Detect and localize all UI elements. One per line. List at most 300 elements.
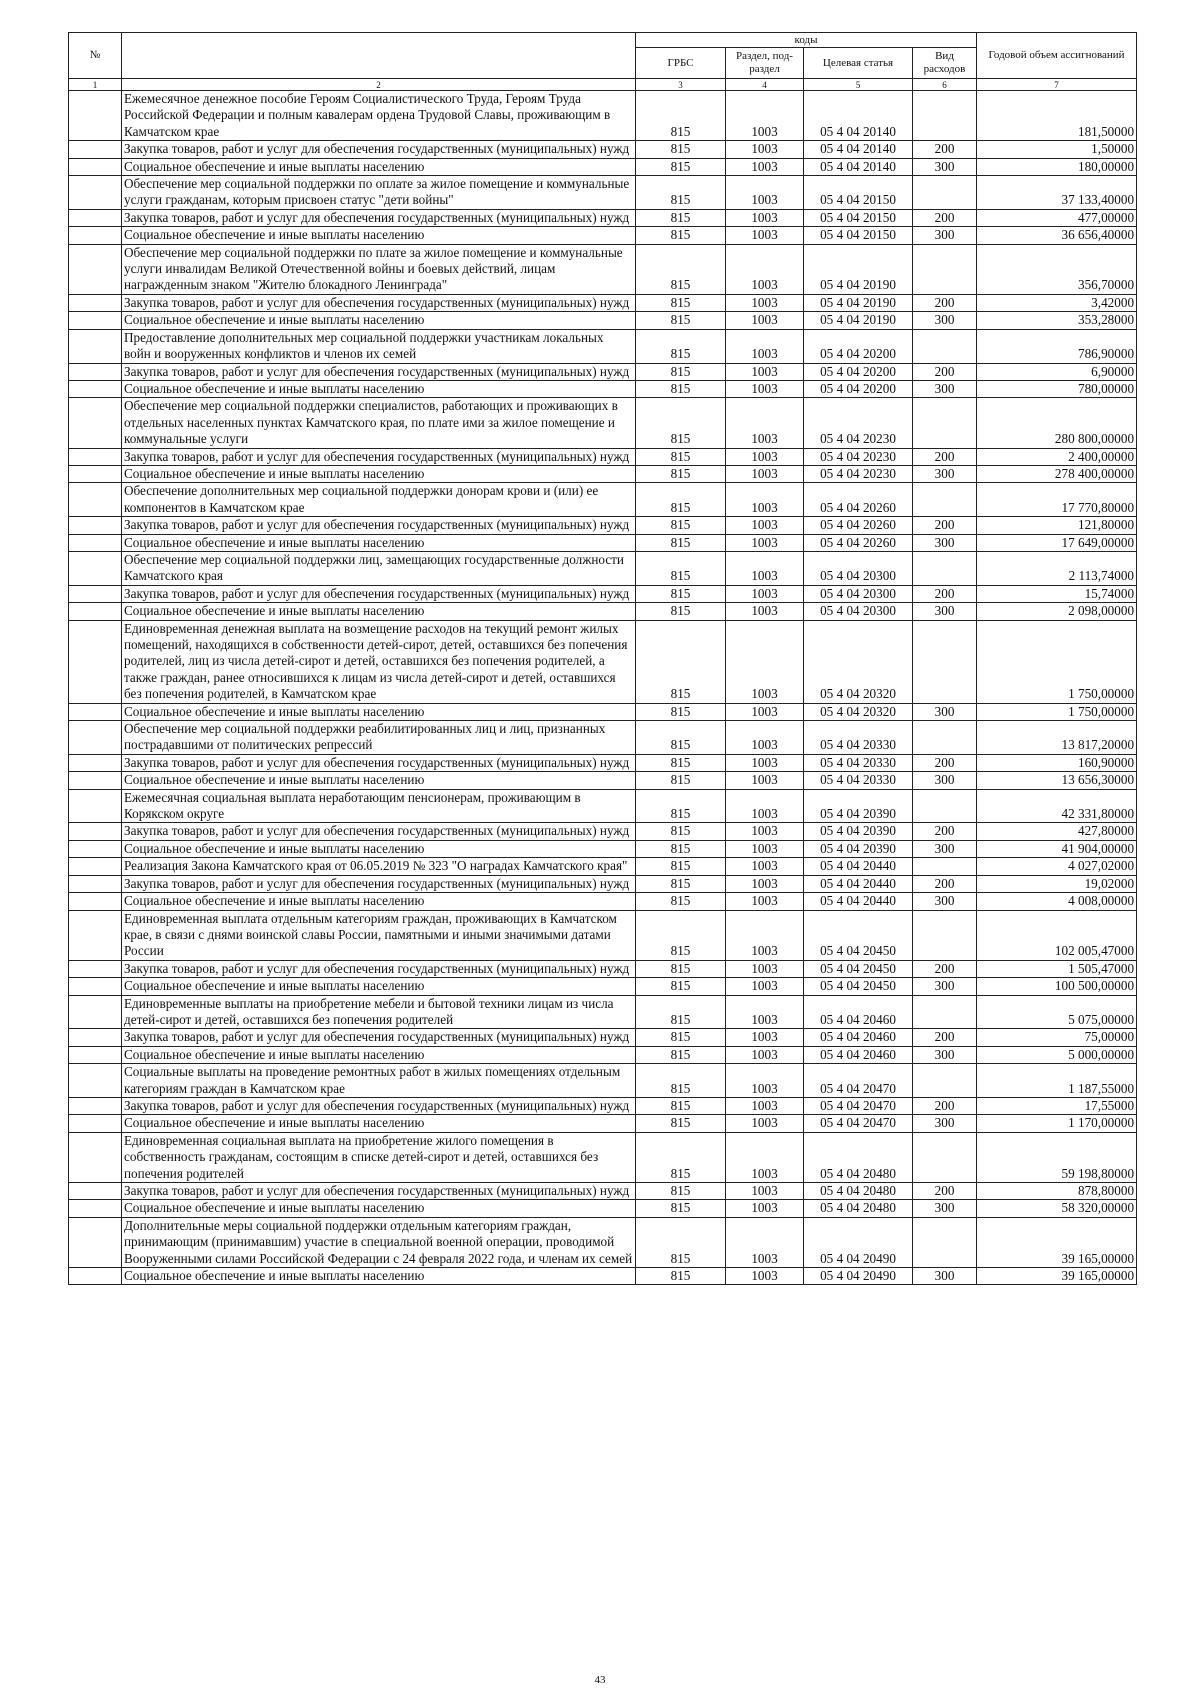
cell-razdel: 1003	[726, 840, 804, 857]
cell-name: Закупка товаров, работ и услуг для обеспечения государственных (муниципальных) нужд	[122, 1183, 636, 1200]
cell-grbs: 815	[636, 91, 726, 141]
cell-razdel: 1003	[726, 517, 804, 534]
table-row	[69, 910, 1137, 960]
cell-num	[69, 227, 122, 244]
cell-num	[69, 534, 122, 551]
table-row	[69, 1217, 1137, 1267]
cell-razdel: 1003	[726, 978, 804, 995]
cell-razdel: 1003	[726, 1097, 804, 1114]
cell-annual-amount: 1 505,47000	[977, 960, 1137, 977]
cell-annual-amount: 19,02000	[977, 875, 1137, 892]
header-razdel: Раздел, под-раздел	[726, 48, 804, 79]
cell-target-article: 05 4 04 20230	[804, 465, 913, 482]
cell-target-article: 05 4 04 20440	[804, 893, 913, 910]
cell-name: Закупка товаров, работ и услуг для обеспечения государственных (муниципальных) нужд	[122, 960, 636, 977]
table-row	[69, 960, 1137, 977]
cell-annual-amount: 37 133,40000	[977, 176, 1137, 210]
cell-num	[69, 703, 122, 720]
cell-grbs: 815	[636, 1132, 726, 1182]
cell-annual-amount: 2 113,74000	[977, 551, 1137, 585]
cell-annual-amount: 75,00000	[977, 1029, 1137, 1046]
cell-num	[69, 789, 122, 823]
cell-name: Социальное обеспечение и иные выплаты населению	[122, 893, 636, 910]
cell-num	[69, 1046, 122, 1063]
cell-expense-type: 300	[913, 1268, 977, 1285]
cell-name: Социальные выплаты на проведение ремонтных работ в жилых помещениях отдельным категориям граждан в Камчатском крае	[122, 1064, 636, 1098]
col-number: 1	[69, 79, 122, 91]
table-row	[69, 840, 1137, 857]
cell-target-article: 05 4 04 20140	[804, 141, 913, 158]
cell-annual-amount: 17,55000	[977, 1097, 1137, 1114]
cell-name: Закупка товаров, работ и услуг для обеспечения государственных (муниципальных) нужд	[122, 823, 636, 840]
cell-expense-type: 200	[913, 517, 977, 534]
cell-expense-type: 300	[913, 703, 977, 720]
cell-expense-type	[913, 910, 977, 960]
cell-razdel: 1003	[726, 721, 804, 755]
cell-grbs: 815	[636, 858, 726, 875]
cell-num	[69, 551, 122, 585]
cell-grbs: 815	[636, 1046, 726, 1063]
cell-annual-amount: 2 400,00000	[977, 448, 1137, 465]
budget-table-container	[68, 32, 1136, 1285]
cell-target-article: 05 4 04 20390	[804, 789, 913, 823]
cell-annual-amount: 427,80000	[977, 823, 1137, 840]
cell-grbs: 815	[636, 960, 726, 977]
cell-name: Закупка товаров, работ и услуг для обеспечения государственных (муниципальных) нужд	[122, 363, 636, 380]
table-row	[69, 363, 1137, 380]
cell-expense-type: 200	[913, 585, 977, 602]
cell-expense-type: 200	[913, 141, 977, 158]
cell-razdel: 1003	[726, 789, 804, 823]
cell-name: Закупка товаров, работ и услуг для обеспечения государственных (муниципальных) нужд	[122, 585, 636, 602]
cell-name: Социальное обеспечение и иные выплаты населению	[122, 1268, 636, 1285]
cell-target-article: 05 4 04 20230	[804, 398, 913, 448]
cell-annual-amount: 786,90000	[977, 329, 1137, 363]
cell-annual-amount: 121,80000	[977, 517, 1137, 534]
cell-expense-type	[913, 995, 977, 1029]
table-row	[69, 483, 1137, 517]
cell-razdel: 1003	[726, 209, 804, 226]
cell-expense-type: 300	[913, 840, 977, 857]
cell-target-article: 05 4 04 20460	[804, 1029, 913, 1046]
cell-razdel: 1003	[726, 960, 804, 977]
cell-target-article: 05 4 04 20190	[804, 294, 913, 311]
table-row	[69, 1097, 1137, 1114]
cell-grbs: 815	[636, 1200, 726, 1217]
cell-annual-amount: 2 098,00000	[977, 603, 1137, 620]
col-number: 5	[804, 79, 913, 91]
cell-annual-amount: 102 005,47000	[977, 910, 1137, 960]
cell-num	[69, 329, 122, 363]
table-row	[69, 1132, 1137, 1182]
cell-name: Социальное обеспечение и иные выплаты населению	[122, 703, 636, 720]
cell-grbs: 815	[636, 978, 726, 995]
cell-name: Закупка товаров, работ и услуг для обеспечения государственных (муниципальных) нужд	[122, 448, 636, 465]
cell-name: Обеспечение дополнительных мер социальной поддержки донорам крови и (или) ее компонентов в Камчатском крае	[122, 483, 636, 517]
cell-grbs: 815	[636, 227, 726, 244]
table-row	[69, 875, 1137, 892]
cell-target-article: 05 4 04 20480	[804, 1200, 913, 1217]
cell-razdel: 1003	[726, 910, 804, 960]
cell-razdel: 1003	[726, 398, 804, 448]
cell-expense-type: 200	[913, 875, 977, 892]
table-row	[69, 754, 1137, 771]
cell-num	[69, 448, 122, 465]
table-row	[69, 534, 1137, 551]
cell-razdel: 1003	[726, 1115, 804, 1132]
cell-grbs: 815	[636, 995, 726, 1029]
cell-name: Единовременная выплата отдельным категориям граждан, проживающих в Камчатском крае, в связи с днями воинской славы России, памятными и иными значимыми датами России	[122, 910, 636, 960]
cell-target-article: 05 4 04 20150	[804, 209, 913, 226]
table-row	[69, 1200, 1137, 1217]
cell-razdel: 1003	[726, 893, 804, 910]
cell-name: Закупка товаров, работ и услуг для обеспечения государственных (муниципальных) нужд	[122, 1097, 636, 1114]
table-row	[69, 448, 1137, 465]
cell-target-article: 05 4 04 20260	[804, 483, 913, 517]
cell-name: Единовременная социальная выплата на приобретение жилого помещения в собственность гражданам, состоящим в списке детей-сирот и детей, оставшихся без попечения родителей	[122, 1132, 636, 1182]
cell-expense-type	[913, 789, 977, 823]
header-godovoy: Годовой объем ассигнований	[977, 33, 1137, 79]
cell-target-article: 05 4 04 20470	[804, 1097, 913, 1114]
cell-grbs: 815	[636, 603, 726, 620]
cell-grbs: 815	[636, 244, 726, 294]
cell-annual-amount: 39 165,00000	[977, 1217, 1137, 1267]
cell-expense-type: 200	[913, 960, 977, 977]
table-row	[69, 893, 1137, 910]
cell-num	[69, 380, 122, 397]
cell-grbs: 815	[636, 1268, 726, 1285]
table-row	[69, 1064, 1137, 1098]
cell-expense-type: 300	[913, 978, 977, 995]
cell-razdel: 1003	[726, 380, 804, 397]
cell-target-article: 05 4 04 20200	[804, 363, 913, 380]
cell-annual-amount: 42 331,80000	[977, 789, 1137, 823]
cell-target-article: 05 4 04 20200	[804, 380, 913, 397]
cell-annual-amount: 17 649,00000	[977, 534, 1137, 551]
cell-grbs: 815	[636, 772, 726, 789]
cell-annual-amount: 59 198,80000	[977, 1132, 1137, 1182]
cell-target-article: 05 4 04 20330	[804, 721, 913, 755]
cell-target-article: 05 4 04 20190	[804, 244, 913, 294]
cell-target-article: 05 4 04 20330	[804, 754, 913, 771]
cell-razdel: 1003	[726, 754, 804, 771]
table-body	[69, 91, 1137, 1285]
cell-grbs: 815	[636, 875, 726, 892]
cell-num	[69, 840, 122, 857]
cell-expense-type	[913, 1132, 977, 1182]
col-number: 7	[977, 79, 1137, 91]
cell-expense-type	[913, 398, 977, 448]
cell-annual-amount: 878,80000	[977, 1183, 1137, 1200]
header-num: №	[69, 33, 122, 79]
cell-num	[69, 978, 122, 995]
cell-num	[69, 1097, 122, 1114]
header-codes: коды	[636, 33, 977, 48]
cell-num	[69, 176, 122, 210]
cell-expense-type	[913, 858, 977, 875]
cell-name: Обеспечение мер социальной поддержки реабилитированных лиц и лиц, признанных пострадавшими от политических репрессий	[122, 721, 636, 755]
header-grbs: ГРБС	[636, 48, 726, 79]
cell-grbs: 815	[636, 721, 726, 755]
table-row	[69, 721, 1137, 755]
cell-expense-type: 200	[913, 363, 977, 380]
cell-target-article: 05 4 04 20150	[804, 227, 913, 244]
cell-name: Закупка товаров, работ и услуг для обеспечения государственных (муниципальных) нужд	[122, 294, 636, 311]
cell-expense-type	[913, 620, 977, 703]
cell-num	[69, 483, 122, 517]
cell-annual-amount: 15,74000	[977, 585, 1137, 602]
cell-expense-type: 200	[913, 823, 977, 840]
cell-expense-type: 300	[913, 1115, 977, 1132]
table-row	[69, 209, 1137, 226]
cell-grbs: 815	[636, 789, 726, 823]
cell-grbs: 815	[636, 703, 726, 720]
cell-grbs: 815	[636, 1029, 726, 1046]
cell-name: Закупка товаров, работ и услуг для обеспечения государственных (муниципальных) нужд	[122, 875, 636, 892]
cell-name: Социальное обеспечение и иные выплаты населению	[122, 1046, 636, 1063]
cell-num	[69, 244, 122, 294]
cell-target-article: 05 4 04 20390	[804, 823, 913, 840]
cell-grbs: 815	[636, 754, 726, 771]
cell-name: Обеспечение мер социальной поддержки по оплате за жилое помещение и коммунальные услуги гражданам, которым присвоен статус "дети войны"	[122, 176, 636, 210]
cell-num	[69, 294, 122, 311]
cell-target-article: 05 4 04 20450	[804, 910, 913, 960]
cell-grbs: 815	[636, 380, 726, 397]
cell-name: Ежемесячное денежное пособие Героям Социалистического Труда, Героям Труда Российской Федерации и полным кавалерам ордена Трудовой Славы, проживающим в Камчатском крае	[122, 91, 636, 141]
table-row	[69, 244, 1137, 294]
cell-num	[69, 858, 122, 875]
col-number: 2	[122, 79, 636, 91]
cell-num	[69, 517, 122, 534]
cell-razdel: 1003	[726, 294, 804, 311]
cell-name: Обеспечение мер социальной поддержки лиц, замещающих государственные должности Камчатского края	[122, 551, 636, 585]
cell-name: Социальное обеспечение и иные выплаты населению	[122, 534, 636, 551]
cell-razdel: 1003	[726, 329, 804, 363]
cell-annual-amount: 1 750,00000	[977, 703, 1137, 720]
cell-annual-amount: 280 800,00000	[977, 398, 1137, 448]
cell-expense-type: 200	[913, 1097, 977, 1114]
cell-num	[69, 1132, 122, 1182]
cell-grbs: 815	[636, 483, 726, 517]
cell-name: Закупка товаров, работ и услуг для обеспечения государственных (муниципальных) нужд	[122, 517, 636, 534]
cell-razdel: 1003	[726, 551, 804, 585]
cell-target-article: 05 4 04 20450	[804, 978, 913, 995]
budget-table	[68, 32, 1137, 1285]
cell-annual-amount: 1,50000	[977, 141, 1137, 158]
table-row	[69, 772, 1137, 789]
cell-num	[69, 465, 122, 482]
cell-annual-amount: 58 320,00000	[977, 1200, 1137, 1217]
cell-annual-amount: 39 165,00000	[977, 1268, 1137, 1285]
cell-razdel: 1003	[726, 1132, 804, 1182]
cell-expense-type	[913, 329, 977, 363]
cell-num	[69, 585, 122, 602]
cell-razdel: 1003	[726, 227, 804, 244]
cell-target-article: 05 4 04 20450	[804, 960, 913, 977]
cell-expense-type: 300	[913, 380, 977, 397]
cell-name: Единовременные выплаты на приобретение мебели и бытовой техники лицам из числа детей-сирот и детей, оставшихся без попечения родителей	[122, 995, 636, 1029]
cell-razdel: 1003	[726, 585, 804, 602]
table-row	[69, 329, 1137, 363]
table-row	[69, 158, 1137, 175]
cell-num	[69, 363, 122, 380]
cell-name: Социальное обеспечение и иные выплаты населению	[122, 465, 636, 482]
cell-num	[69, 1268, 122, 1285]
cell-expense-type: 300	[913, 227, 977, 244]
table-row	[69, 551, 1137, 585]
cell-expense-type: 300	[913, 465, 977, 482]
cell-annual-amount: 41 904,00000	[977, 840, 1137, 857]
cell-expense-type: 200	[913, 294, 977, 311]
cell-num	[69, 209, 122, 226]
table-row	[69, 978, 1137, 995]
cell-razdel: 1003	[726, 448, 804, 465]
cell-razdel: 1003	[726, 772, 804, 789]
table-header	[69, 33, 1137, 91]
cell-expense-type	[913, 176, 977, 210]
cell-grbs: 815	[636, 534, 726, 551]
cell-target-article: 05 4 04 20390	[804, 840, 913, 857]
cell-num	[69, 1115, 122, 1132]
cell-razdel: 1003	[726, 141, 804, 158]
cell-target-article: 05 4 04 20320	[804, 703, 913, 720]
cell-annual-amount: 13 817,20000	[977, 721, 1137, 755]
cell-name: Закупка товаров, работ и услуг для обеспечения государственных (муниципальных) нужд	[122, 209, 636, 226]
cell-razdel: 1003	[726, 534, 804, 551]
cell-grbs: 815	[636, 551, 726, 585]
cell-annual-amount: 1 750,00000	[977, 620, 1137, 703]
table-row	[69, 176, 1137, 210]
cell-num	[69, 158, 122, 175]
cell-annual-amount: 477,00000	[977, 209, 1137, 226]
cell-annual-amount: 36 656,40000	[977, 227, 1137, 244]
cell-grbs: 815	[636, 1183, 726, 1200]
cell-name: Социальное обеспечение и иные выплаты населению	[122, 840, 636, 857]
cell-annual-amount: 13 656,30000	[977, 772, 1137, 789]
cell-expense-type: 300	[913, 534, 977, 551]
cell-razdel: 1003	[726, 603, 804, 620]
cell-grbs: 815	[636, 585, 726, 602]
table-row	[69, 603, 1137, 620]
cell-annual-amount: 278 400,00000	[977, 465, 1137, 482]
cell-expense-type: 300	[913, 158, 977, 175]
cell-num	[69, 620, 122, 703]
cell-annual-amount: 4 027,02000	[977, 858, 1137, 875]
cell-name: Социальное обеспечение и иные выплаты населению	[122, 380, 636, 397]
cell-name: Социальное обеспечение и иные выплаты населению	[122, 1200, 636, 1217]
cell-annual-amount: 180,00000	[977, 158, 1137, 175]
header-vid: Вид расходов	[913, 48, 977, 79]
cell-target-article: 05 4 04 20260	[804, 517, 913, 534]
cell-grbs: 815	[636, 158, 726, 175]
table-row	[69, 294, 1137, 311]
cell-razdel: 1003	[726, 1046, 804, 1063]
cell-razdel: 1003	[726, 465, 804, 482]
cell-num	[69, 823, 122, 840]
header-name-blank	[122, 33, 636, 79]
cell-target-article: 05 4 04 20300	[804, 603, 913, 620]
cell-grbs: 815	[636, 517, 726, 534]
cell-razdel: 1003	[726, 995, 804, 1029]
cell-grbs: 815	[636, 1064, 726, 1098]
cell-num	[69, 754, 122, 771]
cell-grbs: 815	[636, 840, 726, 857]
cell-expense-type: 200	[913, 1029, 977, 1046]
cell-target-article: 05 4 04 20470	[804, 1064, 913, 1098]
cell-target-article: 05 4 04 20200	[804, 329, 913, 363]
cell-razdel: 1003	[726, 312, 804, 329]
cell-expense-type: 300	[913, 1046, 977, 1063]
cell-num	[69, 721, 122, 755]
cell-expense-type: 200	[913, 754, 977, 771]
cell-num	[69, 1029, 122, 1046]
table-row	[69, 620, 1137, 703]
cell-target-article: 05 4 04 20460	[804, 995, 913, 1029]
cell-num	[69, 398, 122, 448]
cell-razdel: 1003	[726, 620, 804, 703]
table-row	[69, 789, 1137, 823]
cell-grbs: 815	[636, 209, 726, 226]
table-row	[69, 91, 1137, 141]
cell-num	[69, 1183, 122, 1200]
cell-target-article: 05 4 04 20490	[804, 1217, 913, 1267]
cell-num	[69, 910, 122, 960]
cell-grbs: 815	[636, 620, 726, 703]
cell-razdel: 1003	[726, 875, 804, 892]
cell-grbs: 815	[636, 1097, 726, 1114]
cell-annual-amount: 4 008,00000	[977, 893, 1137, 910]
cell-num	[69, 995, 122, 1029]
cell-annual-amount: 353,28000	[977, 312, 1137, 329]
cell-grbs: 815	[636, 312, 726, 329]
cell-razdel: 1003	[726, 823, 804, 840]
cell-name: Социальное обеспечение и иные выплаты населению	[122, 227, 636, 244]
cell-num	[69, 312, 122, 329]
cell-razdel: 1003	[726, 176, 804, 210]
cell-num	[69, 603, 122, 620]
cell-grbs: 815	[636, 465, 726, 482]
table-row	[69, 398, 1137, 448]
col-number: 6	[913, 79, 977, 91]
cell-grbs: 815	[636, 893, 726, 910]
cell-target-article: 05 4 04 20140	[804, 91, 913, 141]
cell-annual-amount: 6,90000	[977, 363, 1137, 380]
header-tselevaya: Целевая статья	[804, 48, 913, 79]
cell-expense-type: 300	[913, 772, 977, 789]
cell-target-article: 05 4 04 20470	[804, 1115, 913, 1132]
cell-razdel: 1003	[726, 1268, 804, 1285]
table-row	[69, 1029, 1137, 1046]
cell-name: Ежемесячная социальная выплата неработающим пенсионерам, проживающим в Корякском округе	[122, 789, 636, 823]
cell-expense-type	[913, 91, 977, 141]
cell-annual-amount: 17 770,80000	[977, 483, 1137, 517]
cell-name: Обеспечение мер социальной поддержки по плате за жилое помещение и коммунальные услуги инвалидам Великой Отечественной войны и боевых действий, лицам награжденным знаком "Жителю блокадного Ленинграда"	[122, 244, 636, 294]
cell-razdel: 1003	[726, 244, 804, 294]
cell-target-article: 05 4 04 20480	[804, 1132, 913, 1182]
cell-name: Единовременная денежная выплата на возмещение расходов на текущий ремонт жилых помещений, находящихся в собственности детей-сирот, детей, оставшихся без попечения родителей, лиц из числа детей-сирот и детей, оставшихся без попечения родителей, а также граждан, ранее относившихся к лицам из числа детей-сирот и детей, оставшихся без попечения родителей, в Камчатском крае	[122, 620, 636, 703]
cell-num	[69, 893, 122, 910]
cell-razdel: 1003	[726, 1217, 804, 1267]
cell-expense-type: 300	[913, 312, 977, 329]
cell-name: Предоставление дополнительных мер социальной поддержки участникам локальных войн и вооруженных конфликтов и членов их семей	[122, 329, 636, 363]
cell-expense-type	[913, 244, 977, 294]
cell-num	[69, 1064, 122, 1098]
cell-razdel: 1003	[726, 1029, 804, 1046]
cell-name: Обеспечение мер социальной поддержки специалистов, работающих и проживающих в отдельных населенных пунктах Камчатского края, по плате ими за жилое помещение и коммунальные услуги	[122, 398, 636, 448]
table-row	[69, 141, 1137, 158]
cell-grbs: 815	[636, 329, 726, 363]
cell-target-article: 05 4 04 20260	[804, 534, 913, 551]
